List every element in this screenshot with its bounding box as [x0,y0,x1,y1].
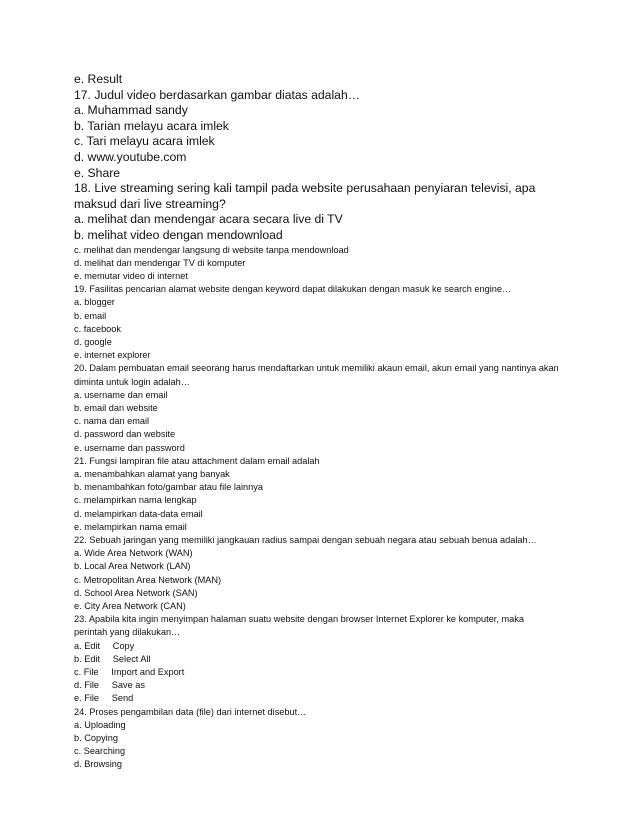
question-17: 17. Judul video berdasarkan gambar diatas adalah… [74,87,360,102]
option-text: b. Local Area Network (LAN) [74,561,191,572]
option-text: a. blogger [74,297,115,308]
option-text: c. File Import and Export [74,667,185,678]
option-text: d. Browsing [74,759,123,770]
question-23: 23. Apabila kita ingin menyimpan halaman suatu website dengan browser Internet Explorer ke komputer, maka perintah yang dilakukan… [74,614,524,638]
option-text: a. melihat dan mendengar acara secara live di TV [74,212,343,227]
question-21: 21. Fungsi lampiran file atau attachment dalam email adalah [74,455,320,466]
option-text: e. City Area Network (CAN) [74,601,186,612]
option-text: b. email dan website [74,402,158,413]
option-text: b. melihat video dengan mendownload [74,227,283,242]
option-text: c. melampirkan nama lengkap [74,495,197,506]
option-text: a. menambahkan alamat yang banyak [74,468,230,479]
option-text: a. username dan email [74,389,168,400]
option-text: d. School Area Network (SAN) [74,587,198,598]
option-text: c. Metropolitan Area Network (MAN) [74,574,222,585]
question-18: 18. Live streaming sering kali tampil pada website perusahaan penyiaran televisi, apa maksud dari live streaming? [74,181,536,211]
question-20: 20. Dalam pembuatan email seeorang harus mendaftarkan untuk memiliki akaun email, akun email yang nantinya akan diminta untuk login adalah… [74,363,559,387]
option-text: c. nama dan email [74,416,150,427]
option-text: d. melihat dan mendengar TV di komputer [74,257,246,268]
option-text: c. melihat dan mendengar langsung di website tanpa mendownload [74,244,349,255]
option-text: c. Tari melayu acara imlek [74,134,215,149]
question-22: 22. Sebuah jaringan yang memiliki jangkauan radius sampai dengan sebuah negara atau sebuah benua adalah… [74,535,537,545]
option-text: a. Uploading [74,719,126,730]
option-text: b. Copying [74,733,118,744]
option-text: b. menambahkan foto/gambar atau file lainnya [74,482,263,493]
option-text: c. Searching [74,746,126,757]
option-text: a. Muhammad sandy [74,103,188,118]
question-19: 19. Fasilitas pencarian alamat website dengan keyword dapat dilakukan dengan masuk ke search engine… [74,284,512,295]
option-text: e. Share [74,165,121,180]
option-text: d. melampirkan data-data email [74,508,203,519]
option-text: b. Edit Select All [74,653,151,664]
option-text: e. melampirkan nama email [74,521,187,532]
document-body [74,72,574,772]
question-24: 24. Proses pengambilan data (file) dari internet disebut… [74,706,307,717]
option-text: e. File Send [74,693,134,704]
option-text: e. internet explorer [74,350,151,361]
option-text: d. www.youtube.com [74,149,187,164]
option-text: d. google [74,336,112,347]
option-text: e. memutar video di internet [74,270,188,281]
option-text: b. email [74,310,107,321]
option-text: b. Tarian melayu acara imlek [74,118,229,133]
option-text: a. Wide Area Network (WAN) [74,548,193,559]
option-text: d. File Save as [74,680,145,691]
option-text: d. password dan website [74,429,176,440]
option-text: e. Result [74,72,123,86]
option-text: a. Edit Copy [74,640,135,651]
option-text: e. username dan password [74,442,185,453]
option-text: c. facebook [74,323,121,334]
